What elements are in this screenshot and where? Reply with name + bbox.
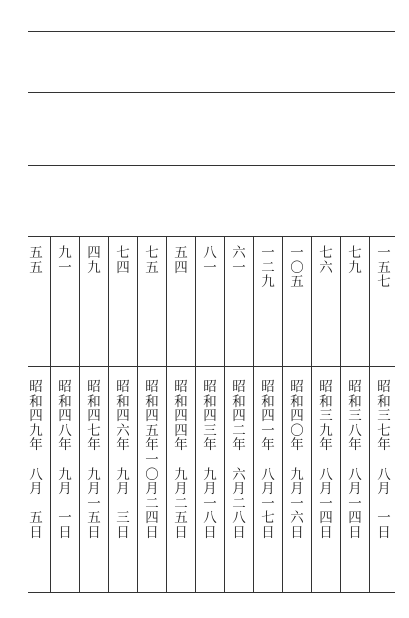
glyph: 二 xyxy=(232,422,246,439)
glyph: 九 xyxy=(116,466,130,483)
glyph: 九 xyxy=(58,245,72,261)
glyph: 六 xyxy=(116,422,130,439)
glyph: 四 xyxy=(145,510,159,527)
glyph xyxy=(254,453,282,468)
glyph: 昭 xyxy=(261,379,275,395)
glyph: 三 xyxy=(348,408,362,425)
rule-top xyxy=(28,31,395,32)
glyph: 四 xyxy=(174,408,188,425)
column-number xyxy=(51,246,79,275)
column-date xyxy=(138,380,166,541)
glyph: 二 xyxy=(261,259,275,276)
glyph: 和 xyxy=(319,393,333,410)
glyph: 昭 xyxy=(116,379,130,395)
glyph: 一 xyxy=(145,451,159,468)
glyph: 八 xyxy=(203,510,217,527)
glyph: 九 xyxy=(319,422,333,439)
glyph: 四 xyxy=(87,408,101,425)
glyph: 五 xyxy=(29,245,43,261)
column-number xyxy=(254,246,282,290)
glyph: 五 xyxy=(290,274,304,291)
glyph: 七 xyxy=(319,245,333,261)
glyph: 月 xyxy=(319,481,333,498)
glyph: 日 xyxy=(377,524,391,541)
glyph: 九 xyxy=(348,259,362,276)
glyph: 五 xyxy=(145,259,159,276)
glyph: 昭 xyxy=(232,379,246,395)
glyph: 八 xyxy=(319,466,333,483)
glyph: 四 xyxy=(29,408,43,425)
glyph: 二 xyxy=(174,495,188,512)
glyph: 三 xyxy=(377,408,391,425)
glyph: 和 xyxy=(203,393,217,410)
glyph: 年 xyxy=(87,437,101,454)
glyph: 日 xyxy=(290,524,304,541)
glyph: 五 xyxy=(145,422,159,439)
glyph: 一 xyxy=(319,495,333,512)
glyph: 九 xyxy=(87,466,101,483)
glyph xyxy=(80,453,108,468)
glyph: 八 xyxy=(203,245,217,261)
glyph: 八 xyxy=(232,510,246,527)
table-bottom-rule xyxy=(28,592,395,593)
glyph: 七 xyxy=(87,422,101,439)
glyph: 月 xyxy=(29,481,43,498)
glyph: 三 xyxy=(203,422,217,439)
glyph: 昭 xyxy=(29,379,43,395)
glyph: 一 xyxy=(348,495,362,512)
glyph: 〇 xyxy=(290,259,304,276)
glyph: 年 xyxy=(290,437,304,454)
glyph: 和 xyxy=(232,393,246,410)
glyph: 月 xyxy=(261,481,275,498)
glyph: 〇 xyxy=(145,466,159,483)
glyph: 日 xyxy=(87,524,101,541)
column-date xyxy=(80,380,108,541)
glyph: 月 xyxy=(203,481,217,498)
column-date xyxy=(254,380,282,541)
rule-middle xyxy=(28,165,395,166)
glyph: 九 xyxy=(29,422,43,439)
glyph: 八 xyxy=(261,466,275,483)
column-number xyxy=(312,246,340,275)
glyph xyxy=(196,453,224,468)
glyph: 五 xyxy=(29,510,43,527)
glyph: 一 xyxy=(290,245,304,261)
column-date xyxy=(51,380,79,541)
glyph: 昭 xyxy=(58,379,72,395)
glyph: 日 xyxy=(319,524,333,541)
glyph xyxy=(22,497,50,512)
glyph: 五 xyxy=(87,510,101,527)
glyph: 年 xyxy=(116,437,130,454)
column-number xyxy=(109,246,137,275)
glyph: 四 xyxy=(145,408,159,425)
glyph: 年 xyxy=(377,437,391,454)
glyph: 一 xyxy=(377,245,391,261)
glyph: 七 xyxy=(377,422,391,439)
glyph: 月 xyxy=(174,481,188,498)
glyph: 日 xyxy=(174,524,188,541)
glyph: 年 xyxy=(348,437,362,454)
glyph: 和 xyxy=(174,393,188,410)
glyph: 一 xyxy=(261,422,275,439)
glyph: 一 xyxy=(261,245,275,261)
glyph xyxy=(51,497,79,512)
glyph: 二 xyxy=(145,495,159,512)
glyph: 四 xyxy=(58,408,72,425)
column-number xyxy=(225,246,253,275)
glyph: 日 xyxy=(203,524,217,541)
glyph: 六 xyxy=(232,245,246,261)
glyph: 八 xyxy=(377,466,391,483)
glyph: 月 xyxy=(377,481,391,498)
glyph: 九 xyxy=(174,466,188,483)
glyph: 四 xyxy=(348,510,362,527)
column-number xyxy=(22,246,50,275)
glyph: 年 xyxy=(319,437,333,454)
glyph: 八 xyxy=(58,422,72,439)
column-date xyxy=(22,380,50,541)
column-date xyxy=(283,380,311,541)
glyph: 七 xyxy=(116,245,130,261)
glyph: 三 xyxy=(319,408,333,425)
glyph: 和 xyxy=(58,393,72,410)
glyph: 四 xyxy=(116,259,130,276)
glyph: 七 xyxy=(261,510,275,527)
glyph: 年 xyxy=(58,437,72,454)
glyph: 一 xyxy=(232,259,246,276)
glyph: 五 xyxy=(174,245,188,261)
column-number xyxy=(283,246,311,290)
column-date xyxy=(341,380,369,541)
glyph: 月 xyxy=(348,481,362,498)
glyph: 和 xyxy=(261,393,275,410)
glyph: 六 xyxy=(319,259,333,276)
glyph: 月 xyxy=(58,481,72,498)
glyph: 五 xyxy=(174,510,188,527)
glyph xyxy=(51,453,79,468)
column-number xyxy=(80,246,108,275)
glyph: 八 xyxy=(29,466,43,483)
glyph: 日 xyxy=(29,524,43,541)
glyph xyxy=(312,453,340,468)
glyph xyxy=(22,453,50,468)
glyph: 六 xyxy=(290,510,304,527)
column-date xyxy=(167,380,195,541)
glyph: 二 xyxy=(232,495,246,512)
glyph: 一 xyxy=(203,259,217,276)
glyph: 七 xyxy=(145,245,159,261)
glyph: 和 xyxy=(290,393,304,410)
column-date xyxy=(225,380,253,541)
glyph: 年 xyxy=(232,437,246,454)
glyph: 一 xyxy=(58,510,72,527)
glyph: 九 xyxy=(87,259,101,276)
glyph: 年 xyxy=(145,437,159,454)
glyph: 昭 xyxy=(174,379,188,395)
glyph: 九 xyxy=(261,274,275,291)
glyph: 和 xyxy=(29,393,43,410)
column-number xyxy=(341,246,369,275)
column-number xyxy=(138,246,166,275)
glyph: 月 xyxy=(87,481,101,498)
column-date xyxy=(196,380,224,541)
glyph: 四 xyxy=(290,408,304,425)
column-number xyxy=(167,246,195,275)
glyph: 昭 xyxy=(319,379,333,395)
glyph: 五 xyxy=(29,259,43,276)
column-number xyxy=(370,246,398,290)
glyph: 和 xyxy=(87,393,101,410)
glyph: 昭 xyxy=(203,379,217,395)
glyph: 年 xyxy=(261,437,275,454)
glyph: 和 xyxy=(348,393,362,410)
glyph: 一 xyxy=(377,510,391,527)
glyph: 日 xyxy=(232,524,246,541)
glyph: 四 xyxy=(87,245,101,261)
glyph: 昭 xyxy=(348,379,362,395)
glyph xyxy=(370,453,398,468)
glyph xyxy=(283,453,311,468)
glyph: 月 xyxy=(232,481,246,498)
glyph: 四 xyxy=(232,408,246,425)
glyph: 月 xyxy=(116,481,130,498)
glyph: 和 xyxy=(377,393,391,410)
glyph: 九 xyxy=(290,466,304,483)
glyph: 昭 xyxy=(87,379,101,395)
glyph: 一 xyxy=(290,495,304,512)
glyph: 日 xyxy=(116,524,130,541)
glyph: 一 xyxy=(203,495,217,512)
column-date xyxy=(109,380,137,541)
glyph: 九 xyxy=(58,466,72,483)
glyph: 四 xyxy=(174,422,188,439)
glyph: 〇 xyxy=(290,422,304,439)
glyph: 一 xyxy=(58,259,72,276)
glyph: 六 xyxy=(232,466,246,483)
glyph: 四 xyxy=(174,259,188,276)
glyph: 八 xyxy=(348,422,362,439)
glyph xyxy=(109,453,137,468)
glyph: 一 xyxy=(261,495,275,512)
glyph: 年 xyxy=(29,437,43,454)
glyph: 九 xyxy=(203,466,217,483)
glyph: 八 xyxy=(348,466,362,483)
glyph: 日 xyxy=(348,524,362,541)
glyph: 三 xyxy=(116,510,130,527)
glyph: 昭 xyxy=(145,379,159,395)
glyph: 五 xyxy=(377,259,391,276)
column-date xyxy=(312,380,340,541)
glyph xyxy=(341,453,369,468)
glyph: 四 xyxy=(203,408,217,425)
glyph: 日 xyxy=(261,524,275,541)
column-date xyxy=(370,380,398,541)
glyph: 年 xyxy=(203,437,217,454)
glyph xyxy=(109,497,137,512)
glyph: 七 xyxy=(377,274,391,291)
glyph xyxy=(225,453,253,468)
glyph: 一 xyxy=(87,495,101,512)
glyph: 和 xyxy=(145,393,159,410)
glyph: 四 xyxy=(319,510,333,527)
glyph: 日 xyxy=(145,524,159,541)
glyph: 月 xyxy=(290,481,304,498)
glyph: 年 xyxy=(174,437,188,454)
glyph: 日 xyxy=(58,524,72,541)
glyph xyxy=(370,497,398,512)
glyph: 四 xyxy=(261,408,275,425)
column-number xyxy=(196,246,224,275)
glyph: 月 xyxy=(145,481,159,498)
glyph: 四 xyxy=(116,408,130,425)
glyph: 昭 xyxy=(290,379,304,395)
glyph xyxy=(167,453,195,468)
rule-upper xyxy=(28,92,395,93)
glyph: 七 xyxy=(348,245,362,261)
glyph: 昭 xyxy=(377,379,391,395)
glyph: 和 xyxy=(116,393,130,410)
